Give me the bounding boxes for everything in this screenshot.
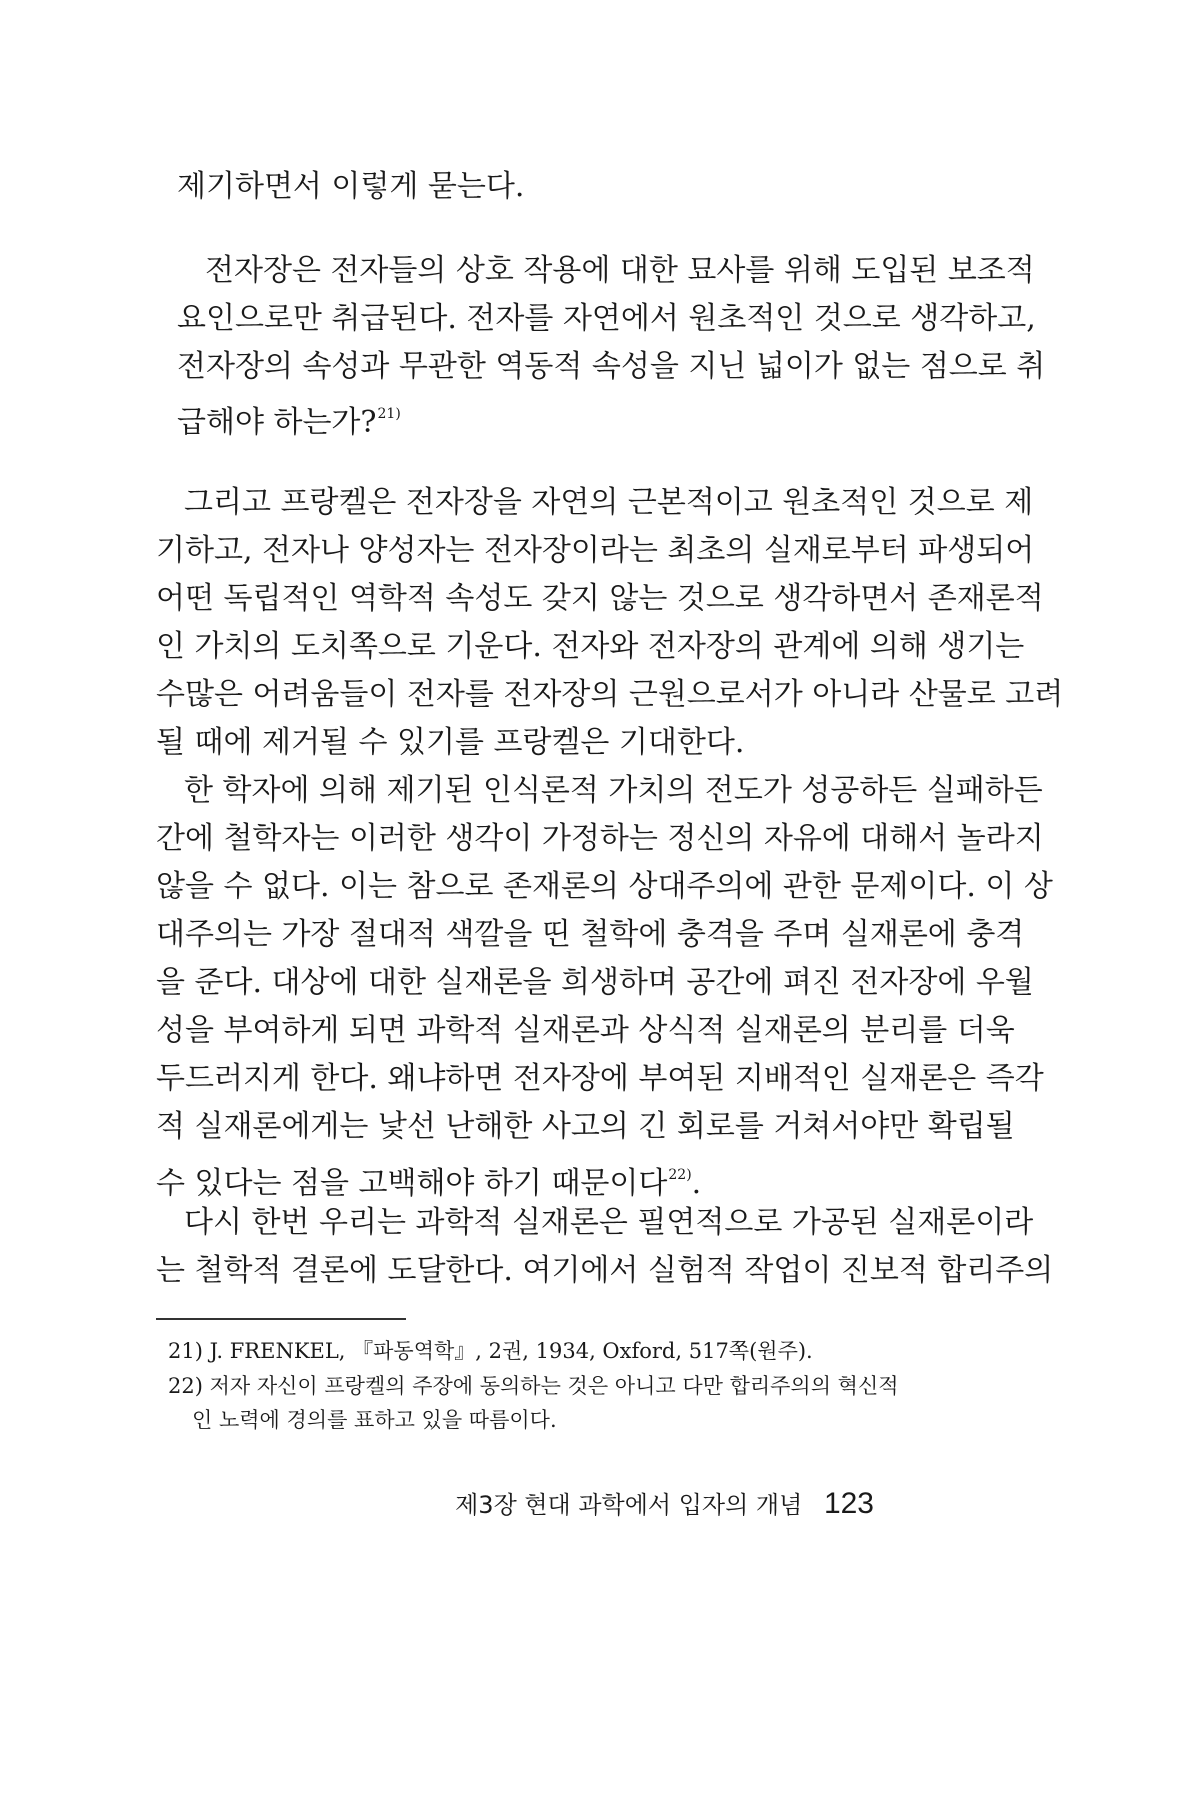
footnote-marker: 22) — [668, 1167, 692, 1183]
footnote-marker: 21) — [377, 406, 401, 422]
text-line: 대주의는 가장 절대적 색깔을 띤 철학에 충격을 주며 실재론에 충격 — [156, 917, 1025, 952]
text-line-content: . — [691, 1166, 702, 1201]
text-line: 성을 부여하게 되면 과학적 실재론과 상식적 실재론의 분리를 더욱 — [156, 1013, 1015, 1048]
text-line: 기하고, 전자나 양성자는 전자장이라는 최초의 실재로부터 파생되어 — [156, 533, 1035, 568]
text-line: 인 가치의 도치쪽으로 기운다. 전자와 전자장의 관계에 의해 생기는 — [156, 629, 1025, 664]
text-line: 간에 철학자는 이러한 생각이 가정하는 정신의 자유에 대해서 놀라지 — [156, 821, 1044, 856]
footnote-21: 21) J. FRENKEL, 『파동역학』, 2권, 1934, Oxford, 517쪽(원주). — [168, 1339, 813, 1363]
text-line: 다시 한번 우리는 과학적 실재론은 필연적으로 가공된 실재론이라 — [184, 1205, 1034, 1240]
text-line: 수많은 어려움들이 전자를 전자장의 근원으로서가 아니라 산물로 고려 — [156, 677, 1064, 712]
footnote-divider — [156, 1318, 406, 1320]
chapter-title: 제3장 현대 과학에서 입자의 개념 — [455, 1491, 803, 1519]
text-line: 않을 수 없다. 이는 참으로 존재론의 상대주의에 관한 문제이다. 이 상 — [156, 869, 1053, 904]
text-line: 한 학자에 의해 제기된 인식론적 가치의 전도가 성공하든 실패하든 — [184, 773, 1043, 808]
quote-line-content: 급해야 하는가? — [177, 405, 377, 440]
footnote-22-continued: 인 노력에 경의를 표하고 있을 따름이다. — [192, 1408, 557, 1432]
text-line: 어떤 독립적인 역학적 속성도 갖지 않는 것으로 생각하면서 존재론적 — [156, 581, 1044, 616]
running-footer — [455, 1486, 874, 1523]
quote-line — [177, 394, 868, 443]
text-line: 는 철학적 결론에 도달한다. 여기에서 실험적 작업이 진보적 합리주의 — [156, 1253, 1054, 1288]
text-line: 을 준다. 대상에 대한 실재론을 희생하며 공간에 펴진 전자장에 우월 — [156, 965, 1034, 1000]
text-line-content: 수 있다는 점을 고백해야 하기 때문이다 — [156, 1166, 668, 1201]
text-line: 될 때에 제거될 수 있기를 프랑켈은 기대한다. — [156, 725, 745, 760]
text-line — [177, 167, 1030, 207]
quote-line: 전자장은 전자들의 상호 작용에 대한 묘사를 위해 도입된 보조적 — [205, 253, 1035, 288]
text-line — [156, 1155, 894, 1204]
quote-line: 요인으로만 취급된다. 전자를 자연에서 원초적인 것으로 생각하고, — [177, 301, 1036, 336]
page-number: 123 — [823, 1487, 874, 1520]
text-line: 그리고 프랑켈은 전자장을 자연의 근본적이고 원초적인 것으로 제 — [184, 485, 1034, 520]
text-line-content: 제기하면서 이렇게 묻는다. — [177, 169, 525, 204]
text-line: 적 실재론에게는 낯선 난해한 사고의 긴 회로를 거쳐서야만 확립될 — [156, 1109, 1015, 1144]
quote-line: 전자장의 속성과 무관한 역동적 속성을 지닌 넓이가 없는 점으로 취 — [177, 349, 1046, 384]
text-line: 두드러지게 한다. 왜냐하면 전자장에 부여된 지배적인 실재론은 즉각 — [156, 1061, 1044, 1096]
footnote-22: 22) 저자 자신이 프랑켈의 주장에 동의하는 것은 아니고 다만 합리주의의 혁신적 — [168, 1374, 899, 1398]
